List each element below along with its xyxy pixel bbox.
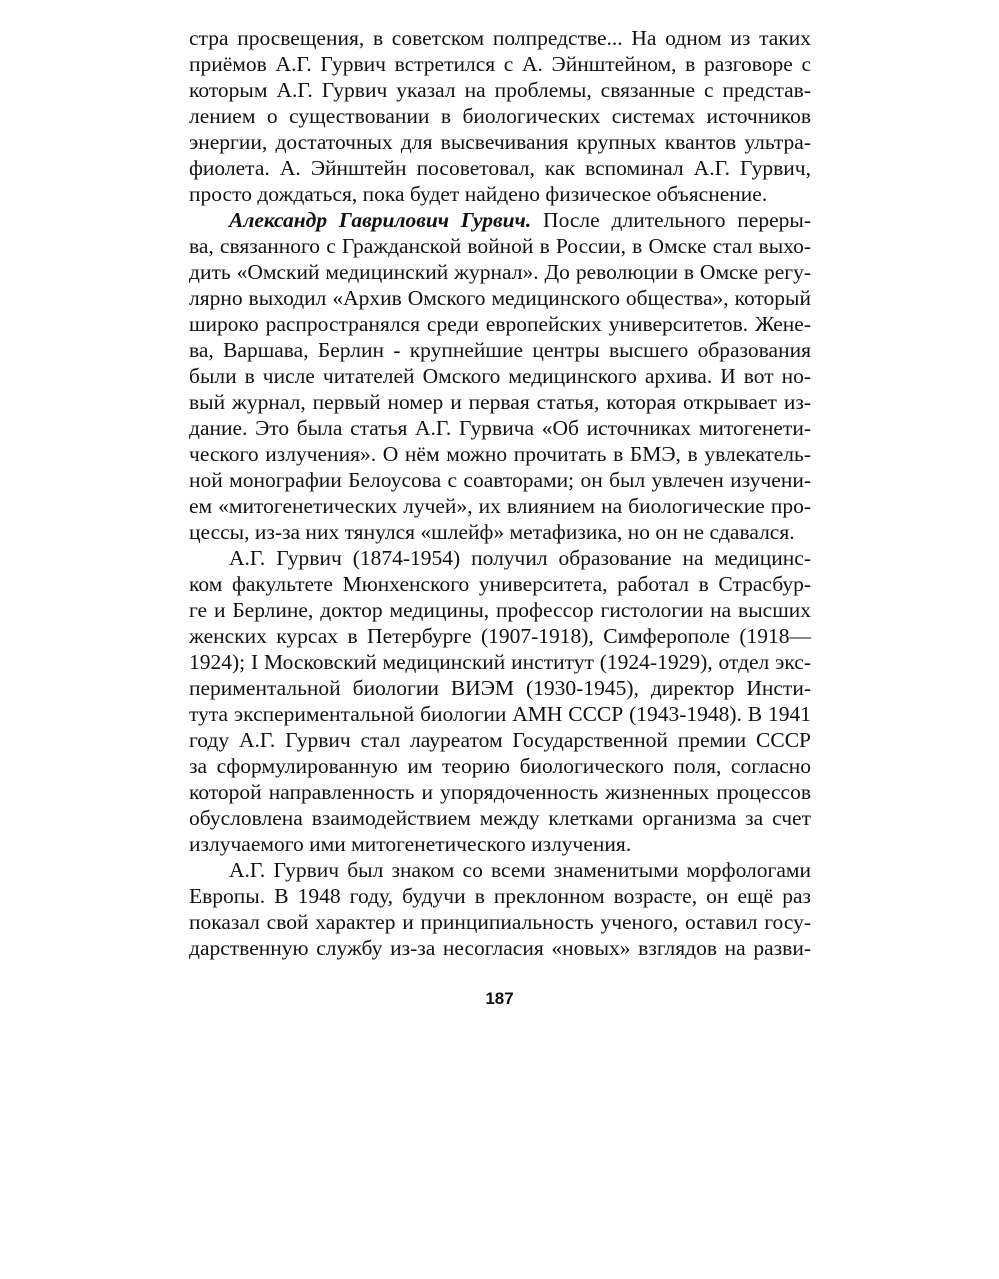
text-line: тута экспериментальной биологии АМН СССР (1943-1948). В 1941 xyxy=(189,702,811,726)
text-line: ческого излучения». О нём можно прочитать в БМЭ, в увлекатель- xyxy=(189,442,811,466)
text-line: лярно выходил «Архив Омского медицинского общества», который xyxy=(189,286,811,310)
text-run: После длительного переры- xyxy=(531,208,811,232)
text-line: которым А.Г. Гурвич указал на проблемы, связанные с представ- xyxy=(189,78,811,102)
text-line: Европы. В 1948 году, будучи в преклонном возрасте, он ещё раз xyxy=(189,884,811,908)
text-line: дить «Омский медицинский журнал». До революции в Омске регу- xyxy=(189,260,811,284)
text-line: А.Г. Гурвич (1874-1954) получил образование на медицинс- xyxy=(229,546,811,570)
text-line: фиолета. А. Эйнштейн посоветовал, как вспоминал А.Г. Гурвич, xyxy=(189,156,811,180)
text-line: цессы, из-за них тянулся «шлейф» метафизика, но он не сдавался. xyxy=(189,520,795,544)
text-line: дание. Это была статья А.Г. Гурвича «Об источниках митогенети- xyxy=(189,416,811,440)
text-line: ге и Берлине, доктор медицины, профессор гистологии на высших xyxy=(189,598,811,622)
text-line: которой направленность и упорядоченность жизненных процессов xyxy=(189,780,811,804)
text-line: году А.Г. Гурвич стал лауреатом Государственной премии СССР xyxy=(189,728,811,752)
body-text xyxy=(189,25,811,961)
text-line: за сформулированную им теорию биологического поля, согласно xyxy=(189,754,811,778)
text-line: показал свой характер и принципиальность ученого, оставил госу- xyxy=(189,910,811,934)
text-line: ва, Варшава, Берлин - крупнейшие центры высшего образования xyxy=(189,338,811,362)
section-heading-inline: Александр Гаврилович Гурвич. xyxy=(229,208,532,232)
page-number: 187 xyxy=(485,989,514,1008)
text-line: дарственную службу из-за несогласия «новых» взглядов на разви- xyxy=(189,936,811,960)
text-line: обусловлена взаимодействием между клетками организма за счет xyxy=(189,806,811,830)
text-line: энергии, достаточных для высвечивания крупных квантов ультра- xyxy=(189,130,811,154)
text-line: ком факультете Мюнхенского университета, работал в Страсбур- xyxy=(189,572,811,596)
text-line: лением о существовании в биологических системах источников xyxy=(189,104,811,128)
text-line: 1924); I Московский медицинский институт (1924-1929), отдел экс- xyxy=(189,650,811,674)
text-line: ной монографии Белоусова с соавторами; он был увлечен изучени- xyxy=(189,468,811,492)
text-line: просто дождаться, пока будет найдено физическое объяснение. xyxy=(189,182,768,206)
text-line: вый журнал, первый номер и первая статья, которая открывает из- xyxy=(189,390,811,414)
text-line: женских курсах в Петербурге (1907-1918), Симферополе (1918— xyxy=(189,624,811,648)
text-line: излучаемого ими митогенетического излучения. xyxy=(189,832,632,856)
text-line: широко распространялся среди европейских университетов. Жене- xyxy=(189,312,811,336)
text-line: стра просвещения, в советском полпредстве... На одном из таких xyxy=(189,26,811,50)
text-line: приёмов А.Г. Гурвич встретился с А. Эйнштейном, в разговоре с xyxy=(189,52,811,76)
text-line: ем «митогенетических лучей», их влиянием на биологические про- xyxy=(189,494,811,518)
text-line: были в числе читателей Омского медицинского архива. И вот но- xyxy=(189,364,811,388)
text-line: ва, связанного с Гражданской войной в России, в Омске стал выхо- xyxy=(189,234,811,258)
paragraph-lead-line xyxy=(189,207,811,233)
text-line: периментальной биологии ВИЭМ (1930-1945), директор Инсти- xyxy=(189,676,811,700)
text-line: А.Г. Гурвич был знаком со всеми знаменитыми морфологами xyxy=(229,858,811,882)
